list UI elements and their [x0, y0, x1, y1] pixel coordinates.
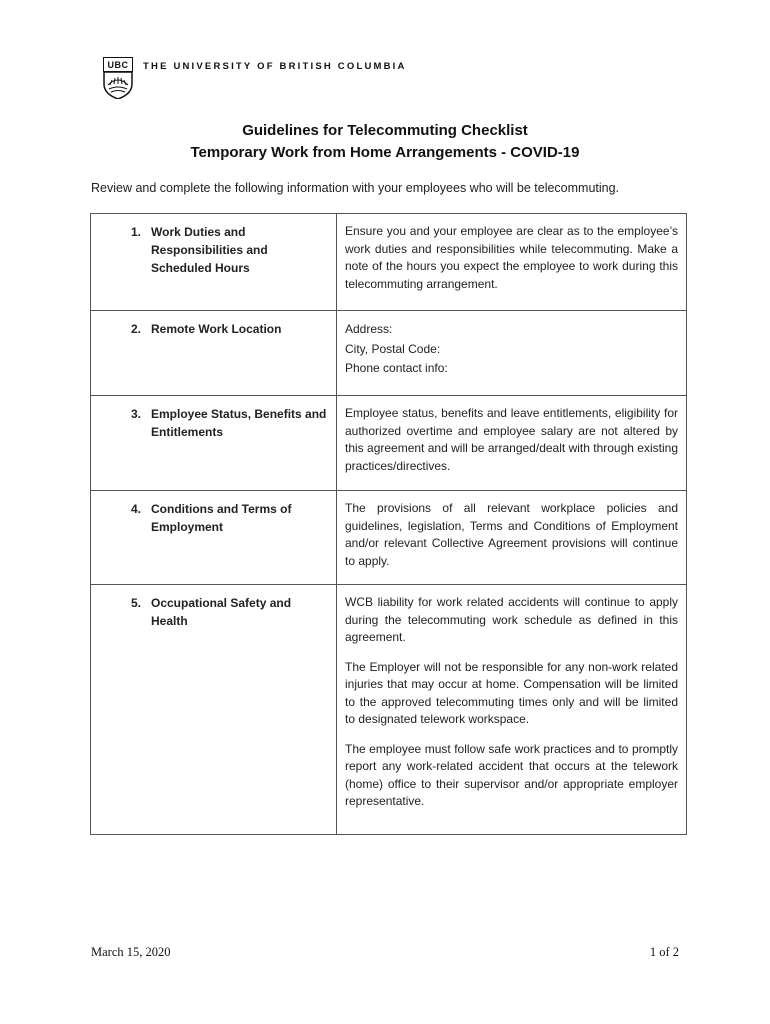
ubc-logo-text: UBC: [103, 57, 133, 72]
table-row: [91, 311, 687, 396]
table-row: [91, 491, 687, 585]
row-label: Remote Work Location: [151, 322, 282, 336]
row-label-cell: [91, 311, 337, 396]
crest-icon: [103, 72, 133, 99]
row-number: 2.: [130, 322, 141, 336]
row-paragraph: The employee must follow safe work practices and to promptly report any work-related accident that occurs at the telework (home) office to their supervisor and/or appropriate employer representative.: [345, 741, 678, 808]
intro-text: Review and complete the following information with your employees who will be telecommuting.: [91, 181, 620, 195]
row-number: 5.: [130, 596, 141, 610]
table-row: [91, 585, 687, 835]
page-number: 1 of 2: [649, 945, 679, 959]
row-label: Occupational Safety and Health: [151, 596, 292, 628]
row-label-cell: [91, 396, 337, 491]
row-paragraph: The provisions of all relevant workplace policies and guidelines, legislation, Terms and Conditions of Employment and/or relevant Collective Agreement provisions will continue to apply.: [345, 501, 678, 568]
row-label: Work Duties and Responsibilities and Scheduled Hours: [151, 225, 268, 275]
footer-date: March 15, 2020: [91, 945, 171, 959]
row-number: 3.: [130, 407, 141, 421]
document-subtitle: Temporary Work from Home Arrangements - COVID-19: [190, 144, 580, 161]
row-content-cell: [337, 396, 687, 491]
row-number: 1.: [130, 225, 141, 239]
table-row: [91, 214, 687, 311]
row-label: Employee Status, Benefits and Entitlements: [151, 407, 327, 439]
row-label-cell: [91, 214, 337, 311]
row-label-cell: [91, 585, 337, 835]
row-label: Conditions and Terms of Employment: [151, 502, 292, 534]
row-paragraph: The Employer will not be responsible for any non-work related injuries that may occur at home. Compensation will be limited to the approved telecommuting times only and will be limited to designated telework workspace.: [345, 659, 678, 726]
row-content-cell: [337, 214, 687, 311]
row-number: 4.: [130, 502, 141, 516]
row-content-cell: [337, 585, 687, 835]
phone-field-label: Phone contact info:: [345, 361, 448, 375]
row-paragraph: Employee status, benefits and leave entitlements, eligibility for authorized overtime and employee salary are not altered by this agreement and will be arranged/dealt with through existing practices/directives.: [345, 406, 678, 473]
row-content-cell: [337, 491, 687, 585]
ubc-logo: [103, 57, 133, 99]
row-paragraph: Ensure you and your employee are clear as to the employee’s work duties and responsibilities while telecommuting. Make a note of the hours you expect the employee to work during this telecommuting arrangement.: [345, 224, 678, 291]
row-label-cell: [91, 491, 337, 585]
university-name: THE UNIVERSITY OF BRITISH COLUMBIA: [143, 61, 407, 72]
row-content-cell: [337, 311, 687, 396]
city-postal-field-label: City, Postal Code:: [345, 341, 441, 356]
document-title: Guidelines for Telecommuting Checklist: [242, 122, 528, 139]
checklist-table: [90, 213, 687, 835]
row-paragraph: WCB liability for work related accidents will continue to apply during the telecommuting work schedule as defined in this agreement.: [345, 595, 678, 644]
address-field-label: Address:: [345, 322, 393, 336]
table-row: [91, 396, 687, 491]
